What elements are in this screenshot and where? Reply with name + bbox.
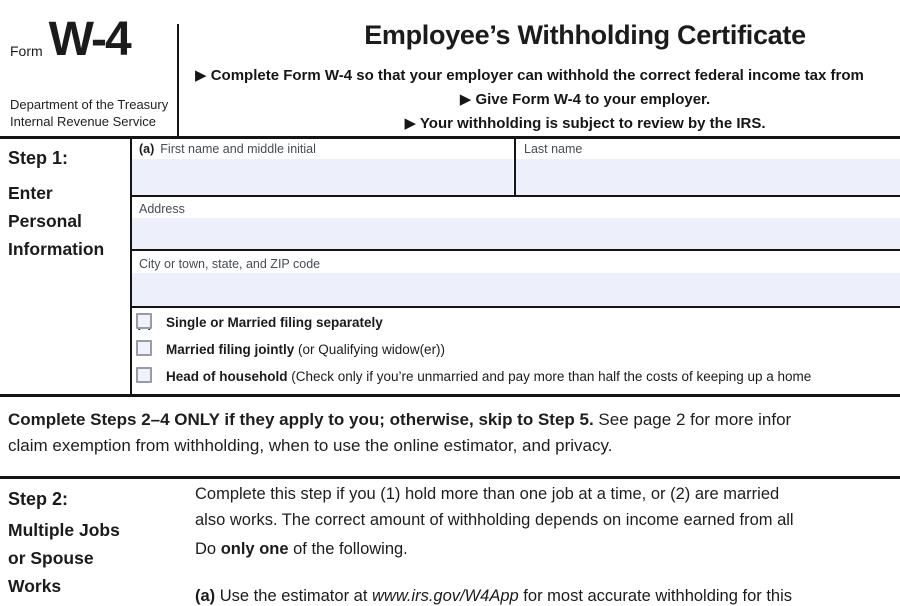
notice-line-2: claim exemption from withholding, when to use the online estimator, and privacy. bbox=[8, 436, 613, 455]
address-row-rule bbox=[130, 249, 900, 251]
option-a-tag: (a) bbox=[195, 587, 216, 605]
address-label: Address bbox=[139, 202, 185, 216]
head-of-household-label: Head of household (Check only if you’re unmarried and pay more than half the costs of keeping up a home bbox=[166, 369, 812, 384]
step2-heading-line-1: Multiple Jobs bbox=[8, 520, 120, 540]
agency-line-2: Internal Revenue Service bbox=[10, 113, 156, 129]
single-or-married-separately-label: Single or Married filing separately bbox=[166, 315, 383, 330]
head-of-household-checkbox[interactable] bbox=[136, 367, 152, 383]
step1-heading: Step 1: bbox=[8, 148, 69, 168]
instruction-bullet-2: ▶ Give Form W-4 to your employer. bbox=[459, 91, 711, 108]
step1-heading-line-3: Information bbox=[8, 239, 105, 259]
form-number: W-4 bbox=[48, 13, 130, 66]
step1-bottom-rule bbox=[0, 394, 900, 397]
step1-heading-block bbox=[8, 146, 130, 263]
step2-do-only-one-line: Do only one of the following. bbox=[195, 540, 408, 558]
steps-2-4-notice bbox=[8, 407, 900, 459]
first-name-tag: (a) bbox=[139, 142, 155, 156]
step2-paragraph-line-1: Complete this step if you (1) hold more than one job at a time, or (2) are married bbox=[195, 485, 780, 503]
last-name-input[interactable] bbox=[516, 159, 900, 195]
address-input[interactable] bbox=[132, 218, 900, 249]
name-row-rule bbox=[130, 195, 900, 197]
step2-heading-line-3: Works bbox=[8, 576, 62, 596]
first-name-input[interactable] bbox=[132, 159, 513, 195]
step2-heading: Step 2: bbox=[8, 489, 69, 509]
instruction-bullet-3: ▶ Your withholding is subject to review by the IRS. bbox=[404, 115, 766, 132]
step2-paragraph-line-2: also works. The correct amount of withholding depends on income earned from all bbox=[195, 511, 794, 529]
last-name-label: Last name bbox=[524, 142, 583, 156]
form-title: Employee’s Withholding Certificate bbox=[364, 20, 806, 50]
step2-heading-block bbox=[8, 487, 158, 600]
city-label: City or town, state, and ZIP code bbox=[139, 257, 321, 271]
step2-top-rule bbox=[0, 476, 900, 479]
step2-option-a-line: (a) Use the estimator at www.irs.gov/W4App for most accurate withholding for this bbox=[195, 587, 793, 605]
step2-paragraph bbox=[195, 481, 900, 533]
notice-bold-text: Complete Steps 2–4 ONLY if they apply to you; otherwise, skip to Step 5. bbox=[8, 410, 594, 429]
first-name-label: (a) First name and middle initial bbox=[139, 142, 316, 156]
step1-heading-line-1: Enter bbox=[8, 183, 53, 203]
married-filing-jointly-checkbox[interactable] bbox=[136, 340, 152, 356]
form-word: Form bbox=[10, 43, 43, 59]
form-identifier bbox=[10, 13, 130, 66]
married-filing-jointly-label: Married filing jointly (or Qualifying widow(er)) bbox=[166, 342, 446, 357]
city-row-rule bbox=[130, 306, 900, 308]
step1-heading-line-2: Personal bbox=[8, 211, 82, 231]
instruction-bullet-1: ▶ Complete Form W-4 so that your employer can withhold the correct federal income tax from bbox=[195, 67, 864, 84]
header-title-block bbox=[179, 12, 900, 136]
notice-regular-text: See page 2 for more infor bbox=[593, 410, 792, 429]
step2-heading-line-2: or Spouse bbox=[8, 548, 94, 568]
single-or-married-separately-checkbox[interactable] bbox=[136, 313, 152, 329]
agency-line-1: Department of the Treasury bbox=[10, 97, 169, 112]
city-input[interactable] bbox=[132, 273, 900, 306]
estimator-url: www.irs.gov/W4App bbox=[372, 587, 519, 605]
agency-block bbox=[10, 97, 168, 130]
